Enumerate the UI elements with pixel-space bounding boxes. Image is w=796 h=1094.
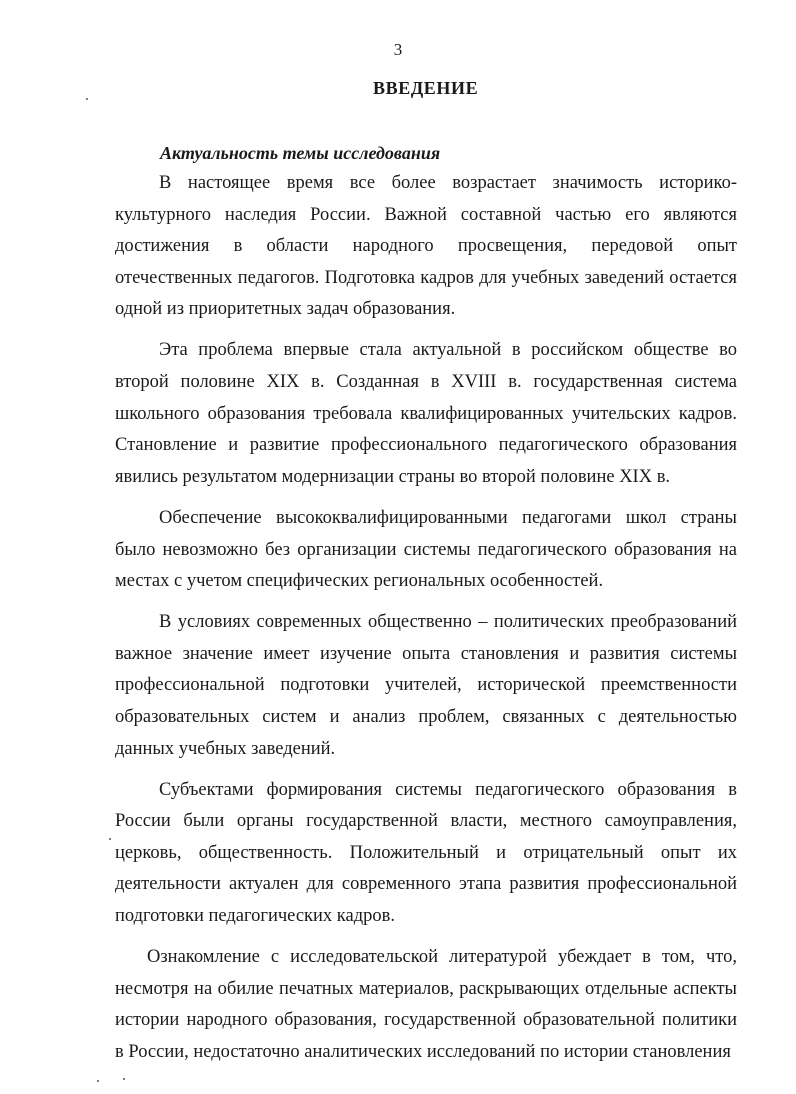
section-subheading: Актуальность темы исследования — [160, 143, 441, 163]
scan-speck — [123, 1078, 125, 1080]
paragraph: Обеспечение высококвалифицированными педагогами школ страны было невозможно без организации системы педагогического образования на местах с учетом специфических региональных особенностей. — [115, 507, 737, 592]
paragraph: В настоящее время все более возрастает значимость историко-культурного наследия России. Важной составной частью его являются достижения в области народного просвещения, передовой опыт отечественных педагогов. Подготовка кадров для учебных заведений остается одной из приоритетных задач образования. — [115, 173, 737, 320]
page-title: ВВЕДЕНИЕ — [373, 78, 479, 98]
paragraph: Эта проблема впервые стала актуальной в российском обществе во второй половине XIX в. Созданная в XVIII в. государственная система школьного образования требовала квалифицированных учительских кадров. Становление и развитие профессионального педагогического образования явились результатом модернизации страны во второй половине XIX в. — [115, 340, 737, 487]
scan-speck — [109, 838, 111, 840]
paragraph: В условиях современных общественно – политических преобразований важное значение имеет изучение опыта становления и развития системы профессиональной подготовки учителей, исторической преемственности образовательных систем и анализ проблем, связанных с деятельностью данных учебных заведений. — [115, 612, 737, 759]
scan-speck — [86, 98, 88, 100]
scan-speck — [97, 1080, 99, 1082]
body-text — [115, 168, 737, 1069]
page-number: 3 — [393, 40, 403, 59]
paragraph: Ознакомление с исследовательской литературой убеждает в том, что, несмотря на обилие печатных материалов, раскрывающих отдельные аспекты истории народного образования, государственной образовательной политики в России, недостаточно аналитических исследований по истории становления — [115, 947, 737, 1062]
paragraph: Субъектами формирования системы педагогического образования в России были органы государственной власти, местного самоуправления, церковь, общественность. Положительный и отрицательный опыт их деятельности актуален для современного этапа развития профессиональной подготовки педагогических кадров. — [115, 779, 737, 927]
